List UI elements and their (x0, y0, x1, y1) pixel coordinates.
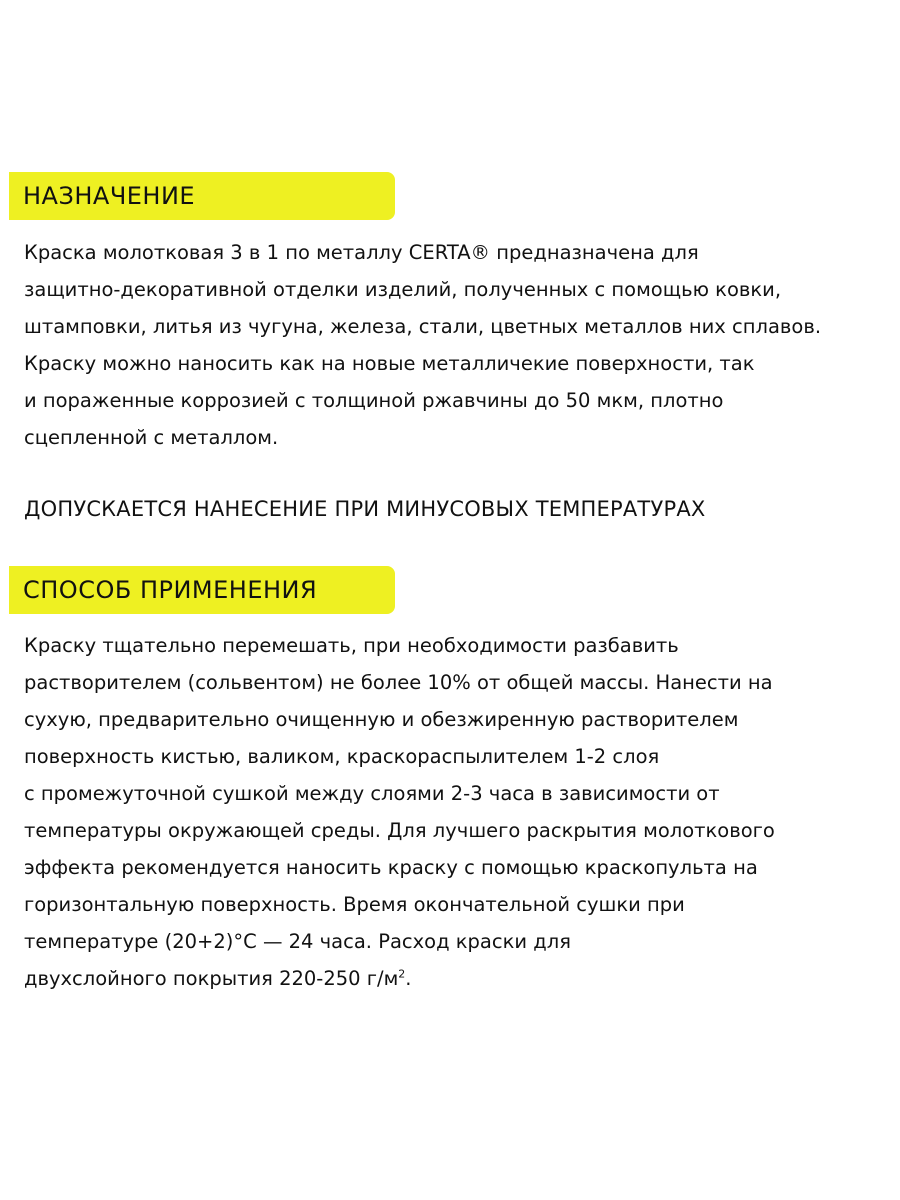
application-line: сухую, предварительно очищенную и обезжиренную растворителем (24, 708, 739, 731)
final-period: . (405, 967, 412, 990)
purpose-line: сцепленной с металлом. (24, 426, 279, 449)
application-line: растворителем (сольвентом) не более 10% от общей массы. Нанести на (24, 671, 773, 694)
purpose-line: защитно-декоративной отделки изделий, полученных с помощью ковки, (24, 278, 782, 301)
application-heading-bar (9, 566, 395, 614)
application-line: поверхность кистью, валиком, краскораспылителем 1-2 слоя (24, 745, 660, 768)
application-paragraph (24, 627, 884, 997)
application-line: с промежуточной сушкой между слоями 2-3 часа в зависимости от (24, 782, 720, 805)
application-line: горизонтальную поверхность. Время окончательной сушки при (24, 893, 685, 916)
application-heading: СПОСОБ ПРИМЕНЕНИЯ (23, 576, 318, 604)
purpose-line: штамповки, литья из чугуна, железа, стали, цветных металлов них сплавов. (24, 315, 822, 338)
purpose-line: Краску можно наносить как на новые металличекие поверхности, так (24, 352, 755, 375)
purpose-line: Краска молотковая 3 в 1 по металлу CERTA® предназначена для (24, 241, 699, 264)
square-superscript: 2 (398, 967, 406, 981)
application-line-last (24, 960, 884, 997)
purpose-heading: НАЗНАЧЕНИЕ (23, 182, 196, 210)
purpose-heading-bar (9, 172, 395, 220)
application-line: температуре (20+2)°С — 24 часа. Расход краски для (24, 930, 571, 953)
application-line: температуры окружающей среды. Для лучшего раскрытия молоткового (24, 819, 775, 842)
application-line: Краску тщательно перемешать, при необходимости разбавить (24, 634, 679, 657)
purpose-paragraph (24, 234, 884, 456)
application-line: эффекта рекомендуется наносить краску с помощью краскопульта на (24, 856, 758, 879)
purpose-line: и пораженные коррозией с толщиной ржавчины до 50 мкм, плотно (24, 389, 724, 412)
low-temperature-notice: ДОПУСКАЕТСЯ НАНЕСЕНИЕ ПРИ МИНУСОВЫХ ТЕМПЕРАТУРАХ (24, 497, 706, 521)
consumption-text: двухслойного покрытия 220-250 г/м (24, 967, 399, 990)
